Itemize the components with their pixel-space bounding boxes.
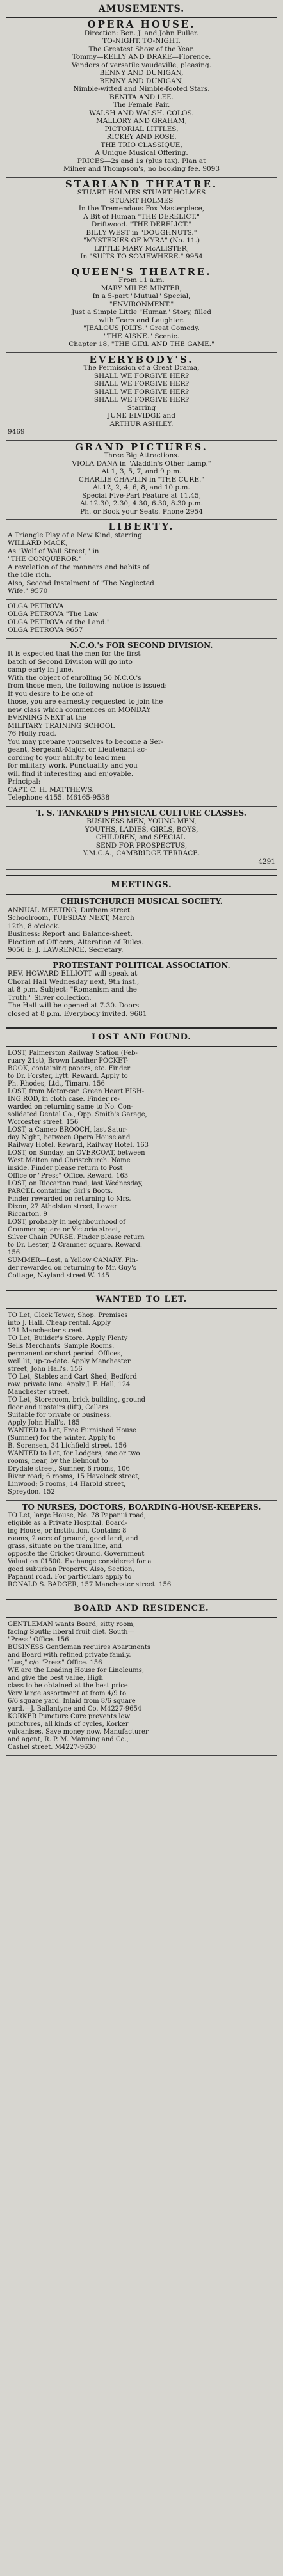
nco-line: CAPT. C. H. MATTHEWS.	[8, 786, 94, 794]
board-list	[6, 1618, 277, 1756]
board-line: KORKER Puncture Cure prevents low	[8, 1712, 131, 1720]
lost-line: Railway Hotel. Reward, Railway Hotel. 163	[8, 1142, 149, 1149]
everybodys-line: "SHALL WE FORGIVE HER?"	[91, 372, 192, 380]
nco-line: will find it interesting and enjoyable.	[8, 770, 134, 778]
board-line: WE are the Leading House for Linoleums,	[8, 1666, 145, 1674]
tankard-line: SEND FOR PROSPECTUS,	[95, 841, 188, 849]
lost-line: LOST, from Motor-car, Green Heart FISH-	[8, 1088, 145, 1095]
everybodys-line: ARTHUR ASHLEY.	[109, 420, 174, 428]
nurses-line: ing House, or Institution. Contains 8	[8, 1527, 127, 1535]
musical-line: Schoolroom, TUESDAY NEXT, March	[8, 914, 134, 922]
starland-title: STARLAND THEATRE.	[65, 178, 218, 190]
lost-line: PARCEL containing Girl's Boots.	[8, 1188, 113, 1195]
opera-line: WALSH AND WALSH. COLOS.	[89, 109, 194, 117]
board-line: "Press" Office. 156	[8, 1636, 69, 1643]
board-line: yard.—J. Ballantyne and Co. M4227-9654	[8, 1705, 142, 1712]
olga-line: OLGA PETROVA "The Law	[8, 610, 99, 618]
musical-line: Election of Officers, Alteration of Rules.	[8, 938, 144, 946]
liberty-line: As "Wolf of Wall Street," in	[8, 547, 99, 555]
wanted-line: River road; 6 rooms, 15 Havelock street,	[8, 1473, 140, 1480]
lost-line: Cottage, Nayland street W. 145	[8, 1272, 109, 1279]
lost-line: LOST, on Sunday, an OVERCOAT, between	[8, 1150, 145, 1157]
wanted-let-list	[6, 1309, 277, 1501]
opera-line: PICTORIAL LITTLES,	[104, 125, 179, 133]
tankard-ref: 4291	[258, 857, 275, 865]
lost-line: Silver Chain PURSE. Finder please return	[8, 1234, 145, 1241]
nco-line: EVENING NEXT at the	[8, 714, 86, 722]
liberty-line: the idle rich.	[8, 571, 51, 579]
nco-line: You may prepare yourselves to become a Ser-	[8, 738, 164, 746]
starland-line: STUART HOLMES STUART HOLMES	[77, 189, 206, 196]
queens-line: "JEALOUS JOLTS." Great Comedy.	[83, 324, 200, 332]
wanted-line: permanent or short period. Offices,	[8, 1350, 123, 1357]
board-line: facing South; liberal fruit diet. South—	[8, 1628, 134, 1636]
starland-line: BILLY WEST in "DOUGHNUTS."	[86, 228, 197, 237]
lost-line: Cranmer square or Victoria street,	[8, 1226, 120, 1233]
wanted-let-lines	[8, 1312, 275, 1496]
lost-line: Finder rewarded on returning to Mrs.	[8, 1196, 131, 1203]
lost-line: to Dr. Forster, Lytt. Reward. Apply to	[8, 1073, 128, 1080]
wanted-line: well lit, up-to-date. Apply Manchester	[8, 1358, 131, 1365]
starland-line: STUART HOLMES	[109, 196, 174, 205]
musical-line: Business: Report and Balance-sheet,	[8, 930, 133, 938]
wanted-line: TO Let, Stables and Cart Shed, Bedford	[8, 1373, 137, 1380]
nurses-line: good suburban Property. Also, Section,	[8, 1565, 134, 1573]
grand-ad	[6, 441, 277, 521]
lost-line: LOST, Palmerston Railway Station (Feb-	[8, 1050, 138, 1057]
queens-line: "ENVIRONMENT."	[109, 300, 174, 308]
lost-line: Riccarton. 9	[8, 1211, 47, 1218]
meetings-header: MEETINGS.	[6, 875, 277, 895]
board-line: 6/6 square yard. Inlaid from 8/6 square	[8, 1697, 136, 1705]
musical-society-lines	[8, 906, 275, 954]
nco-line: batch of Second Division will go into	[8, 658, 133, 666]
everybodys-line: "SHALL WE FORGIVE HER?"	[91, 396, 192, 404]
lost-found-header: LOST AND FOUND.	[6, 1027, 277, 1047]
nurses-title: TO NURSES, DOCTORS, BOARDING-HOUSE-KEEPERS.	[22, 1503, 261, 1512]
nco-line: With the object of enrolling 50 N.C.O.'s	[8, 674, 142, 682]
protestant-line: Choral Hall Wednesday next, 9th inst.,	[8, 977, 140, 986]
wanted-line: WANTED to Let, for Lodgers, one or two	[8, 1450, 140, 1457]
nurses-line: TO Let, large House, No. 78 Papanui road,	[8, 1512, 147, 1519]
opera-line: PRICES—2s and 1s (plus tax). Plan at	[77, 157, 206, 165]
nurses-ad	[6, 1501, 277, 1593]
protestant-ad	[6, 959, 277, 1023]
grand-line: Three Big Attractions.	[103, 452, 180, 459]
everybodys-ad	[6, 353, 277, 441]
nco-line: cording to your ability to lead men	[8, 754, 126, 762]
queens-line: MARY MILES MINTER,	[101, 284, 182, 292]
queens-line: Just a Simple Little "Human" Story, filled	[72, 308, 211, 316]
board-line: class to be obtained at the best price.	[8, 1682, 130, 1689]
wanted-line: WANTED to Let, Free Furnished House	[8, 1427, 136, 1434]
opera-line: The Female Pair.	[113, 101, 170, 109]
lost-line: to Dr. Lester, 2 Cranmer square. Reward.	[8, 1242, 142, 1249]
everybodys-lines	[8, 364, 275, 428]
lost-line: West Melton and Christchurch. Name	[8, 1157, 131, 1164]
everybodys-title: EVERYBODY'S.	[89, 353, 194, 365]
lost-line: LOST, on Riccarton road, last Wednesday,	[8, 1180, 143, 1187]
lost-line: SUMMER—Lost, a Yellow CANARY. Fin-	[8, 1257, 138, 1264]
amusements-header: AMUSEMENTS.	[6, 3, 277, 18]
nco-line: new class which commences on MONDAY	[8, 706, 151, 714]
lost-line: warded on returning same to No. Con-	[8, 1103, 133, 1110]
opera-line: RICKEY AND ROSE.	[106, 133, 177, 141]
nco-line: those, you are earnestly requested to join the	[8, 698, 163, 706]
nurses-line: RONALD S. BADGER, 157 Manchester street. 156	[8, 1581, 172, 1588]
wanted-line: Suitable for private or business.	[8, 1412, 112, 1419]
olga-line: OLGA PETROVA 9657	[8, 626, 83, 634]
opera-line: Nimble-witted and Nimble-footed Stars.	[73, 85, 210, 93]
lost-line: ING ROD, in cloth case. Finder re-	[8, 1096, 120, 1103]
opera-house-direction: Direction: Ben. J. and John Fuller.	[84, 29, 199, 37]
everybodys-line: "SHALL WE FORGIVE HER?"	[91, 388, 192, 396]
starland-line: "MYSTERIES OF MYRA" (No. 11.)	[83, 237, 200, 244]
lost-line: solidated Dental Co., Opp. Smith's Garage,	[8, 1111, 147, 1118]
opera-line: Vendors of versatile vaudeville, pleasing.	[71, 61, 212, 69]
nco-line: If you desire to be one of	[8, 690, 93, 698]
queens-title: QUEEN'S THEATRE.	[71, 265, 212, 278]
grand-line: Ph. or Book your Seats. Phone 2954	[80, 507, 203, 516]
opera-line: MALLORY AND GRAHAM,	[96, 117, 187, 125]
everybodys-line: Starring	[127, 404, 156, 412]
lost-line: Dixon, 27 Athelstan street, Lower	[8, 1203, 117, 1210]
grand-line: At 12, 2, 4, 6, 8, and 10 p.m.	[93, 484, 190, 491]
nurses-line: eligible as a Private Hospital, Board-	[8, 1519, 127, 1527]
protestant-line: The Hall will be opened at 7.30. Doors	[8, 1002, 140, 1009]
grand-line: At 1, 3, 5, 7, and 9 p.m.	[101, 468, 182, 475]
wanted-line: Sells Merchants' Sample Rooms.	[8, 1343, 115, 1350]
musical-line: 12th, 8 o'clock.	[8, 922, 60, 930]
board-line: "Lus," c/o "Press" Office. 156	[8, 1659, 102, 1666]
lost-line: der rewarded on returning to Mr. Guy's	[8, 1265, 136, 1272]
lost-found-list	[6, 1047, 277, 1284]
lost-line: 156	[8, 1249, 20, 1256]
starland-ad	[6, 178, 277, 265]
lost-line: ruary 21st), Brown Leather POCKET-	[8, 1057, 129, 1064]
liberty-line: A Triangle Play of a New Kind, starring	[8, 531, 142, 539]
wanted-line: Apply John Hall's. 185	[8, 1419, 80, 1426]
board-lines	[8, 1621, 275, 1751]
wanted-line: into J. Hall. Cheap rental. Apply	[8, 1320, 111, 1327]
opera-house-ad	[6, 18, 277, 178]
wanted-line: (Sumner) for the winter. Apply to	[8, 1435, 116, 1442]
wanted-line: TO Let, Builder's Store. Apply Plenty	[8, 1335, 128, 1342]
starland-line: Driftwood. "THE DERELICT."	[91, 221, 192, 228]
board-line: Very large assortment at from 4/9 to	[8, 1689, 126, 1697]
starland-lines	[8, 189, 275, 261]
opera-house-title: OPERA HOUSE.	[87, 19, 196, 30]
wanted-line: TO Let, Clock Tower, Shop. Premises	[8, 1312, 128, 1319]
board-header: BOARD AND RESIDENCE.	[6, 1599, 277, 1618]
musical-society-ad	[6, 895, 277, 959]
opera-line: BENNY AND DUNIGAN,	[99, 77, 184, 85]
grand-line: Special Five-Part Feature at 11.45,	[81, 491, 202, 500]
nurses-line: grass, situate on the tram line, and	[8, 1542, 122, 1550]
nco-line: for military work. Punctuality and you	[8, 762, 138, 770]
protestant-line: closed at 8 p.m. Everybody invited. 9681	[8, 1009, 147, 1018]
lost-line: LOST, a Cameo BROOCH, last Satur-	[8, 1126, 128, 1134]
tankard-ad	[6, 807, 277, 871]
opera-line: The Greatest Show of the Year.	[88, 45, 195, 53]
everybodys-ref: 9469	[8, 428, 25, 436]
board-line: BUSINESS Gentleman requires Apartments	[8, 1643, 150, 1651]
liberty-line: "THE CONQUEROR."	[8, 555, 82, 563]
wanted-line: floor and upstairs (lift), Cellars.	[8, 1404, 111, 1411]
grand-title: GRAND PICTURES.	[75, 441, 208, 453]
nurses-line: opposite the Cricket Ground. Government	[8, 1550, 145, 1558]
olga-line: OLGA PETROVA of the Land."	[8, 618, 110, 626]
lost-line: inside. Finder please return to Post	[8, 1165, 123, 1172]
nco-line: geant, Sergeant-Major, or Lieutenant ac-	[8, 746, 147, 754]
protestant-line: Truth." Silver collection.	[8, 993, 92, 1002]
nco-line: camp early in June.	[8, 666, 74, 674]
nco-lines	[8, 650, 275, 802]
tankard-line: CHILDREN, and SPECIAL.	[95, 834, 188, 841]
everybodys-line: JUNE ELVIDGE and	[108, 412, 175, 420]
olga-petrova-ad	[6, 600, 277, 639]
wanted-line: street, John Hall's. 156	[8, 1366, 83, 1373]
grand-line: VIOLA DANA in "Aladdin's Other Lamp."	[72, 459, 211, 468]
opera-house-lines	[8, 37, 275, 173]
queens-line: Chapter 18, "THE GIRL AND THE GAME."	[69, 340, 214, 348]
wanted-line: 121 Manchester street.	[8, 1327, 84, 1334]
protestant-line: REV. HOWARD ELLIOTT will speak at	[8, 970, 138, 977]
wanted-line: rooms, near, by the Belmont to	[8, 1458, 108, 1465]
musical-line: ANNUAL MEETING, Durham street	[8, 906, 131, 914]
opera-line: Milner and Thompson's, no booking fee. 9093	[63, 165, 220, 173]
lost-line: Ph. Rhodes, Ltd., Timaru. 156	[8, 1080, 105, 1087]
wanted-line: Spreydon. 152	[8, 1489, 55, 1496]
opera-line: BENITA AND LEE.	[109, 93, 174, 101]
lost-line: Office or "Press" Office. Reward. 163	[8, 1173, 129, 1180]
tankard-lines	[8, 818, 275, 858]
liberty-line: Also, Second Instalment of "The Neglected	[8, 579, 154, 587]
tankard-line: BUSINESS MEN, YOUNG MEN,	[86, 818, 197, 825]
liberty-line: A revelation of the manners and habits of	[8, 563, 150, 571]
nco-line: 76 Holly road.	[8, 730, 56, 738]
lost-line: day Night, between Opera House and	[8, 1134, 131, 1141]
opera-line: Tommy—KELLY AND DRAKE—Florence.	[72, 53, 211, 61]
queens-line: From 11 a.m.	[118, 276, 165, 284]
wanted-line: Drydale street, Sumner, 6 rooms, 106	[8, 1466, 130, 1473]
lost-line: Worcester street. 156	[8, 1119, 79, 1126]
protestant-title: PROTESTANT POLITICAL ASSOCIATION.	[53, 960, 230, 970]
board-line: Cashel street. M4227-9630	[8, 1743, 97, 1751]
nco-line: Principal:	[8, 778, 41, 786]
nco-line: It is expected that the men for the first	[8, 650, 141, 658]
nurses-line: Valuation £1500. Exchange considered for a	[8, 1558, 152, 1565]
queens-lines	[8, 276, 275, 349]
wanted-line: TO Let, Storeroom, brick building, ground	[8, 1396, 145, 1403]
nco-line: from those men, the following notice is issued:	[8, 682, 167, 690]
nurses-line: Papanui road. For particulars apply to	[8, 1573, 132, 1581]
liberty-title: LIBERTY.	[108, 521, 175, 532]
protestant-line: at 8 p.m. Subject: "Romanism and the	[8, 986, 138, 993]
everybodys-line: "SHALL WE FORGIVE HER?"	[91, 380, 192, 388]
starland-line: In the Tremendous Fox Masterpiece,	[78, 205, 205, 212]
wanted-let-header: WANTED TO LET.	[6, 1290, 277, 1309]
liberty-lines	[8, 532, 275, 596]
queens-ad	[6, 265, 277, 353]
olga-petrova-lines	[8, 603, 275, 635]
board-line: GENTLEMAN wants Board, sitty room,	[8, 1620, 135, 1628]
liberty-ad	[6, 520, 277, 600]
nco-ad	[6, 639, 277, 807]
opera-line: A Unique Musical Offering.	[95, 149, 188, 157]
protestant-lines	[8, 970, 275, 1018]
board-line: and agent, R. P. M. Manning and Co.,	[8, 1735, 129, 1743]
nco-title: N.C.O.'s FOR SECOND DIVISION.	[70, 640, 213, 650]
tankard-line: YOUTHS, LADIES, GIRLS, BOYS,	[85, 825, 198, 834]
grand-line: CHARLIE CHAPLIN in "THE CURE."	[78, 475, 205, 484]
nurses-lines	[8, 1512, 275, 1589]
board-line: punctures, all kinds of cycles, Korker	[8, 1720, 129, 1728]
starland-line: LITTLE MARY McALISTER,	[94, 244, 189, 253]
nco-line: MILITARY TRAINING SCHOOL	[8, 722, 115, 730]
classifieds-column	[1, 0, 282, 2576]
opera-line: TO-NIGHT. TO-NIGHT.	[102, 37, 181, 45]
grand-line: At 12.30, 2.30, 4.30, 6.30, 8.30 p.m.	[80, 500, 203, 507]
queens-line: In a 5-part "Mutual" Special,	[92, 292, 191, 300]
musical-line: 9056 E. J. LAWRENCE, Secretary.	[8, 946, 124, 954]
grand-lines	[8, 452, 275, 516]
wanted-line: B. Sorensen, 34 Lichfield street. 156	[8, 1442, 127, 1450]
starland-line: A Bit of Human "THE DERELICT."	[83, 212, 200, 221]
wanted-line: Linwood; 5 rooms, 14 Harold street,	[8, 1481, 126, 1488]
liberty-line: Wife." 9570	[8, 587, 48, 595]
wanted-line: Manchester street.	[8, 1389, 70, 1396]
board-line: and Board with refined private family.	[8, 1651, 131, 1659]
nurses-line: rooms, 2 acre of ground, good land, and	[8, 1535, 138, 1542]
lost-line: LOST, probably in neighbourhood of	[8, 1219, 125, 1226]
tankard-line: Y.M.C.A., CAMBRIDGE TERRACE.	[83, 849, 200, 857]
queens-line: "THE AISNE." Scenic.	[104, 332, 179, 340]
board-line: vulcanises. Save money now. Manufacturer	[8, 1728, 149, 1735]
everybodys-line: The Permission of a Great Drama,	[83, 364, 200, 372]
nco-line: Telephone 4155. M6165-9538	[8, 794, 110, 802]
lost-line: BOOK, containing papers, etc. Finder	[8, 1065, 131, 1072]
wanted-line: row, private lane. Apply J. F. Hall, 124	[8, 1381, 131, 1388]
olga-line: OLGA PETROVA	[8, 602, 64, 610]
board-line: and give the best value, High	[8, 1674, 103, 1682]
opera-line: BENNY AND DUNIGAN,	[99, 69, 184, 77]
liberty-line: WILLARD MACK,	[8, 539, 68, 547]
musical-society-title: CHRISTCHURCH MUSICAL SOCIETY.	[60, 897, 223, 906]
queens-line: with Tears and Laughter.	[99, 316, 184, 324]
tankard-title: T. S. TANKARD'S PHYSICAL CULTURE CLASSES.	[36, 808, 247, 818]
starland-line: In "SUITS TO SOMEWHERE." 9954	[80, 253, 203, 260]
opera-line: THE TRIO CLASSIQUE,	[101, 141, 182, 149]
lost-found-lines	[8, 1050, 275, 1280]
